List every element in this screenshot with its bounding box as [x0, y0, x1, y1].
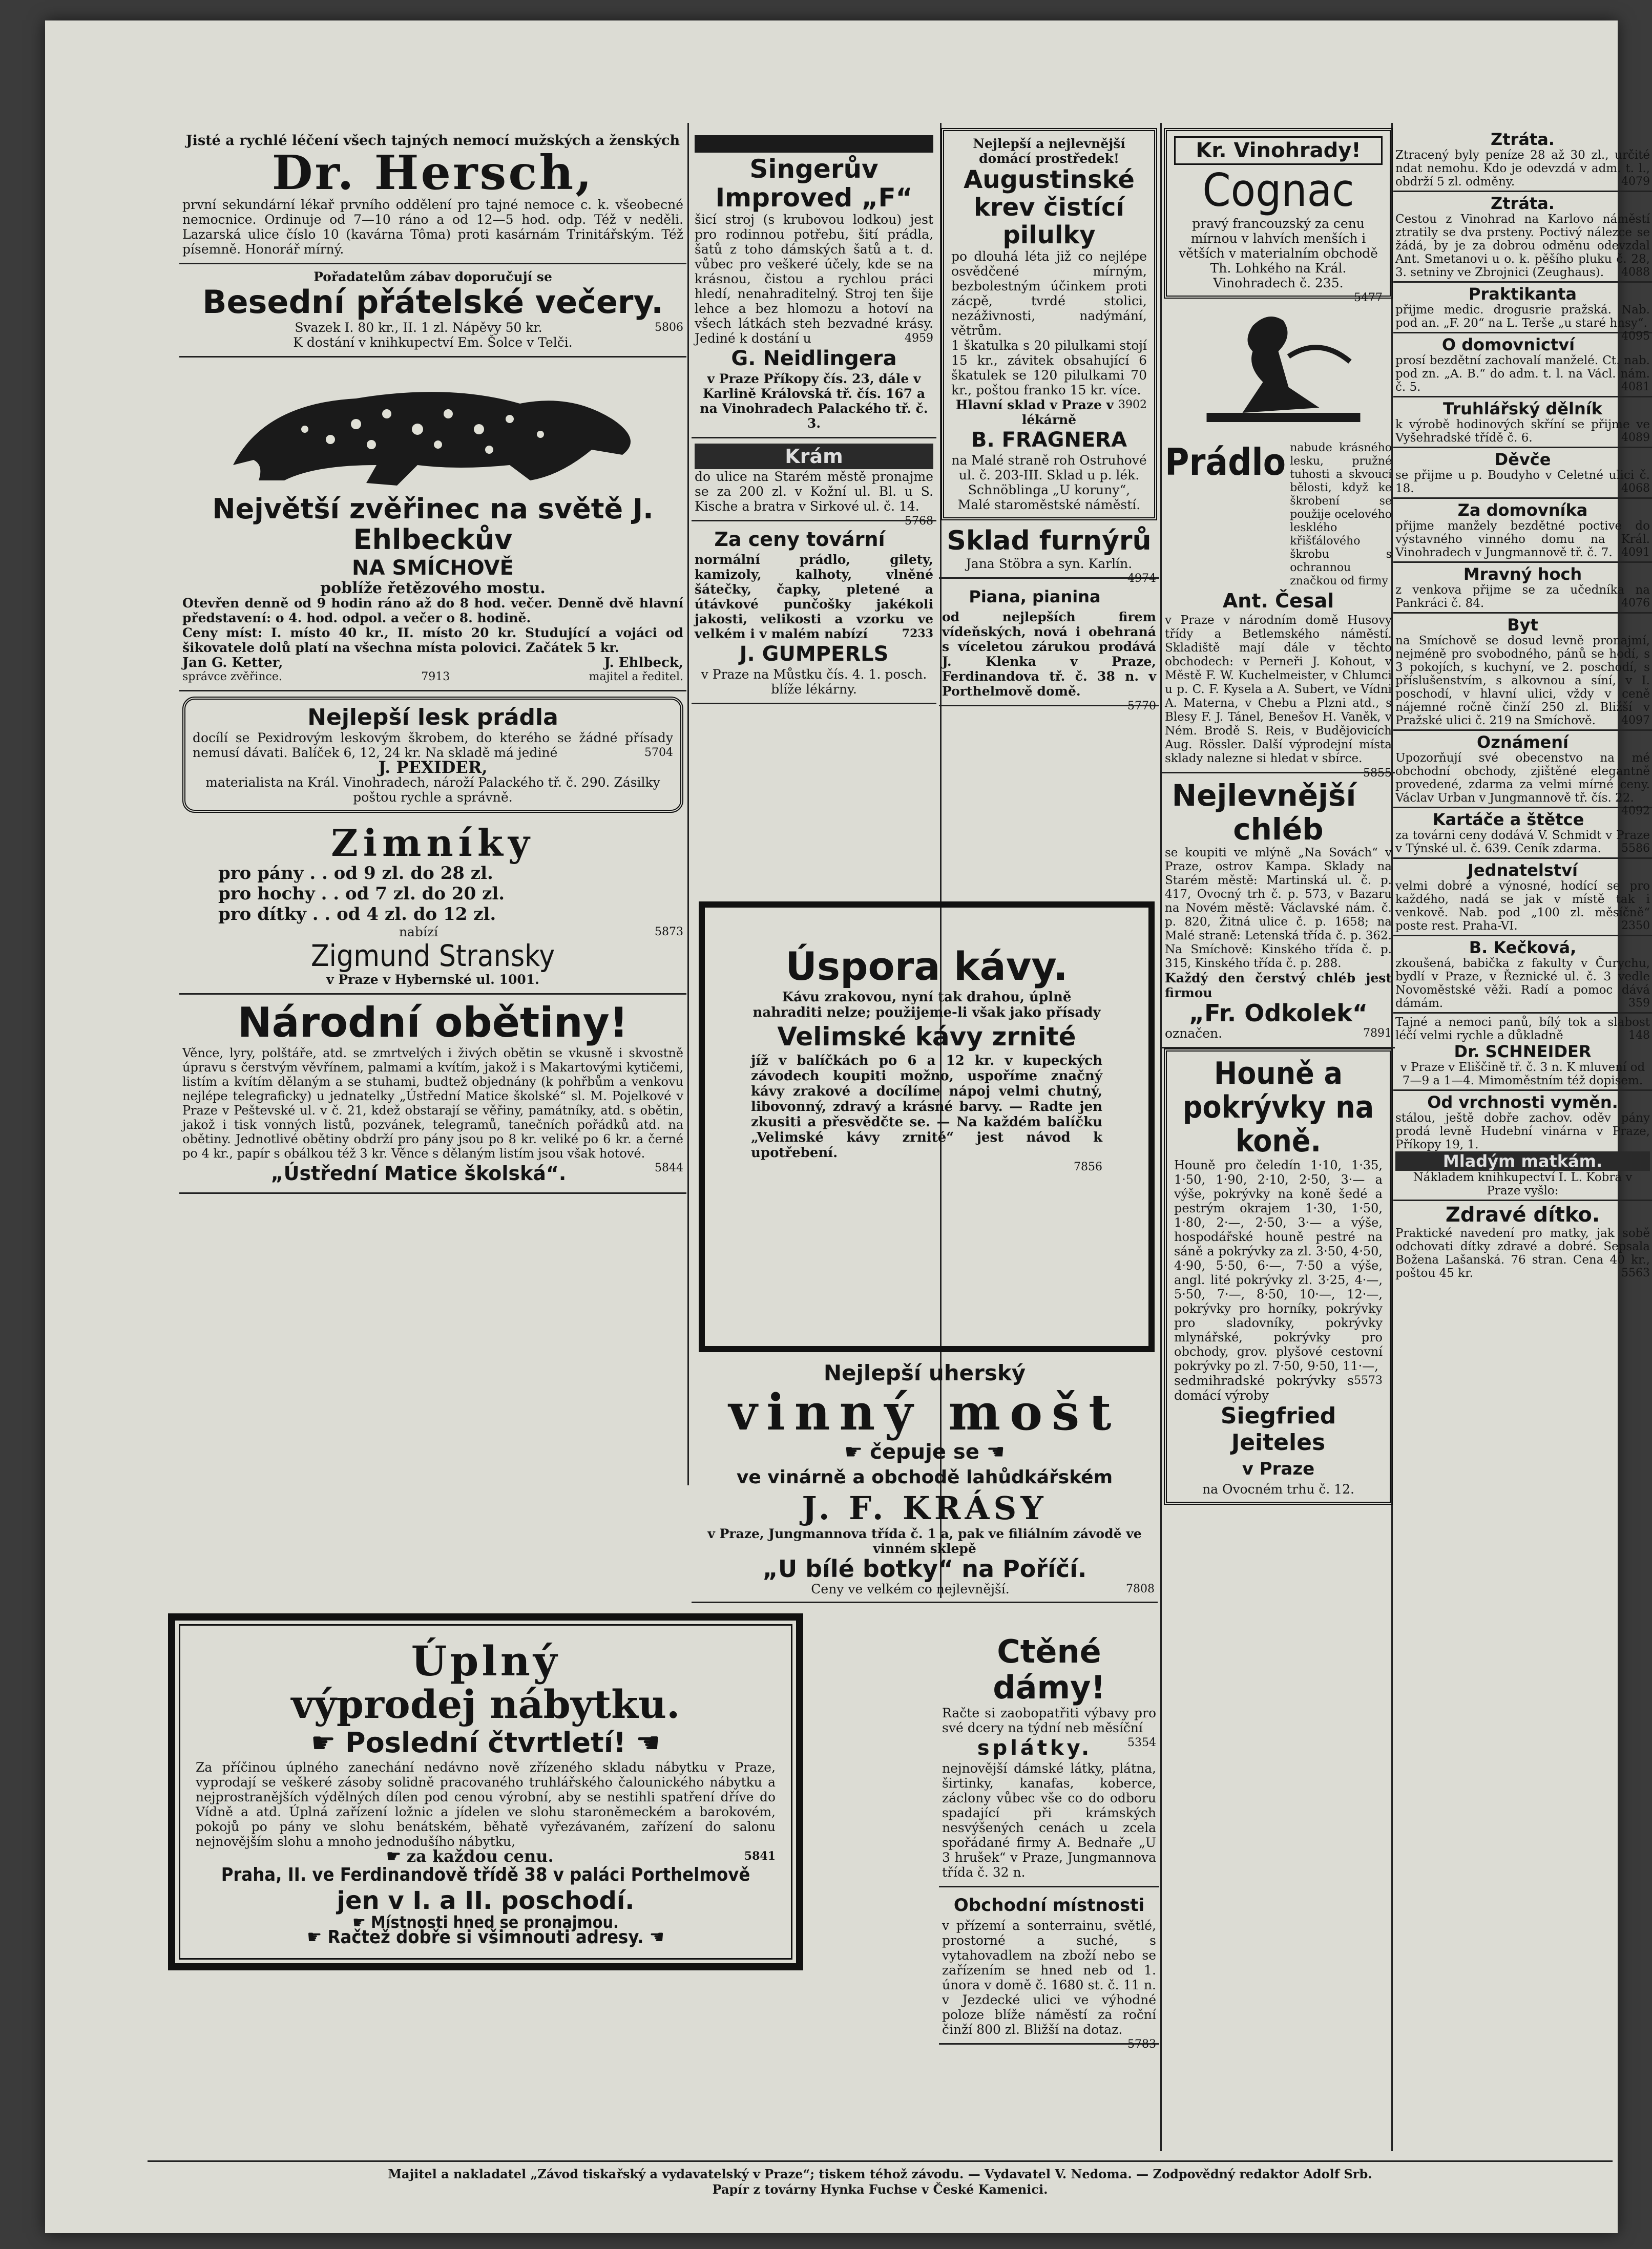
small-ad-title: Oznámení — [1477, 732, 1569, 752]
small-ad-title: Truhlářský dělník — [1443, 399, 1602, 418]
ad-number: 4091 — [1621, 546, 1650, 559]
ad-uspora-body2: jíž v balíčkách po 6 a 12 kr. v kupeckých závodech koupiti možno, uspoříme značný kávy zrakové a docílíme nápoj velmi chutný, libovonný, zdravý a krásné barvy. — Radte jen zkusiti a přesvědčte se. — Na každém balíčku „Velimské kávy zrnité“ jest návod k upotřebení. — [751, 1053, 1102, 1161]
ad-ceny-body-text: normální prádlo, gilety, kamizoly, kalhoty, vlněné šátečky, čapky, pletené a útávkové punčošky jakékoli jakosti, velikosti a vzorku ve velkém i v malém nabízí — [695, 552, 933, 641]
ad-most-cellar: „U bílé botky“ na Poříčí. — [762, 1555, 1087, 1583]
ad-number: 2350 — [1621, 919, 1650, 932]
ad-most-cepuje: ☛ čepuje se ☚ — [844, 1440, 1005, 1464]
ad-zimniky-row: pro dítky . . od 4 zl. do 12 zl. — [218, 904, 496, 924]
small-ad-body: zkoušená, babička z fakulty v Čurychu, bydlí v Praze, v Řeznické ul. č. 3 vedle Novoměstské věži. Radí a pomoc dává dámám. — [1395, 957, 1650, 1010]
ad-besedni — [179, 264, 686, 358]
ad-furnyr-body: Jana Stöbra a syn. Karlín. — [966, 556, 1133, 571]
ad-number: 148 — [1628, 1029, 1650, 1042]
small-ad-title: Za domovníka — [1457, 500, 1588, 520]
ad-most-top: Nejlepší uherský — [823, 1360, 1026, 1385]
ad-vymen — [1393, 1091, 1652, 1201]
ad-zverinec-body: Otevřen denně od 9 hodin ráno až do 8 hod. večer. Denně dvě hlavní představení: o 4. hod. odpol. a večer o 8. hodině. — [182, 596, 683, 625]
ad-hersch-top: Jisté a rychlé léčení všech tajných nemocí mužských a ženských — [185, 133, 680, 149]
ad-number: 3902 — [1118, 398, 1147, 411]
ad-domovnika — [1393, 499, 1652, 563]
ad-zverinec-signatures — [182, 655, 683, 670]
ad-houne-body: Houně pro čeledín 1·10, 1·35, 1·50, 1·90, 2·10, 2·50, 3·— a výše, pokrývky na koně šedé a pestrým okrajem 1·30, 1·50, 1·80, 2·—, 2·50, 3·— a výše, hospodářské houně pestré na sáně a pokrývky za zl. 3·50, 4·50, 4·90, 5·50, 6·—, 7·50 a výše, angl. lité pokrývky zl. 3·25, 4·—, 5·50, 7·—, 8·50, 10·—, 12·—, pokrývky pro horníky, pokrývky pro sladovníky, pokrývky mlynářské, pokrývky pro obchody, grov. plyšové cestovní pokrývky po zl. 7·50, 9·50, 11·—, — [1174, 1158, 1383, 1373]
ad-besedni-line1-text: Svazek I. 80 kr., II. 1 zl. Nápěvy 50 kr. — [295, 320, 542, 335]
ad-number: 5806 — [655, 321, 683, 334]
ad-number: 5563 — [1621, 1267, 1650, 1279]
ad-zverinec-sig2b: majitel a ředitel. — [589, 670, 683, 683]
ad-cognac-top: Kr. Vinohrady! — [1174, 136, 1383, 165]
ad-chleb-title: Nejlevnější chléb — [1172, 778, 1356, 847]
ad-zimniky-name: Zigmund Stransky — [310, 938, 555, 973]
ad-chleb — [1162, 773, 1395, 1048]
ad-zimniky-addr: v Praze v Hybernské ul. 1001. — [326, 972, 539, 987]
ad-zverinec-near: poblíže řetězového mostu. — [320, 579, 546, 597]
ad-besedni-line1 — [182, 320, 683, 335]
ad-jednatelstvi — [1393, 859, 1652, 936]
ad-pradlo-head — [1165, 442, 1392, 588]
ad-zverinec-title: Největší zvěřinec na světě J. Ehlbeckův — [212, 493, 654, 556]
ad-number: 5573 — [1354, 1374, 1383, 1387]
ad-number: 7891 — [1363, 1027, 1392, 1040]
ad-most-name: J. F. KRÁSY — [802, 1489, 1048, 1527]
ad-praktikant — [1393, 283, 1652, 343]
ad-chleb-body: se koupiti ve mlýně „Na Sovách“ v Praze, ostrov Kampa. Sklady na Starém městě: Martinská ul. č. p. 417, Ovocný trh č. p. 573, v Bazaru na Novém městě: Václavské nám. č. p. 820, Žitná ulice č. p. 1658; na Malé straně: Letenská třída č. p. 362. Na Smíchově: Kinského třída č. p. 315, Kinského třída č. p. 288. — [1165, 846, 1392, 970]
ad-pradlo-title: Prádlo — [1165, 440, 1286, 484]
ad-kram — [692, 438, 936, 528]
small-ad-body: přijme medic. drogusrie pražská. Nab. pod an. „F. 20“ na L. Terše „u staré hnsy“. — [1395, 303, 1650, 330]
small-ad-body: Tajné a nemoci panů, bílý tok a slabost léčí velmi rychle a důkladně — [1395, 1016, 1650, 1042]
ad-piana-body: od nejlepších firem vídeňských, nová i obehraná s víceletou zárukou prodává J. Klenka v Praze, Ferdinandova tř. č. 38 n. v Porthelmově domě. — [942, 609, 1156, 699]
small-ad-body: se přijme u p. Boudyho v Celetné ulici č. 18. — [1395, 469, 1650, 495]
ad-zdrave-ditko — [1393, 1201, 1652, 1282]
ad-singer-body-text: šicí stroj (s krubovou lodkou) jest pro rodinnou potřebu, šití prádla, šatů z toho dámských šatů a t. d. vůbec pro veškeré účely, kde se na krásnou, čistou a rychlou práci hledí, nenahraditelný. Stroj ten šije lehce a bez hlomozu a hotoví na všech látkách steh bezvadné krásy. Jediné k dostání u — [695, 212, 933, 346]
ad-number: 4076 — [1621, 597, 1650, 609]
column-2 — [692, 128, 936, 704]
ad-singer-addr: v Praze Příkopy čís. 23, dále v Karlině Královská tř. čís. 167 a na Vinohradech Palackého tř. č. 3. — [700, 371, 928, 431]
ad-singer — [692, 128, 936, 438]
small-ad-title: O domovnictví — [1441, 335, 1575, 354]
ad-lesk-addr: materialista na Král. Vinohradech, nároží Palackého tř. č. 290. Zásilky poštou rychle a správně. — [205, 775, 660, 805]
ad-damy-title: Ctěné dámy! — [993, 1633, 1105, 1706]
ad-number: 7913 — [421, 670, 450, 683]
column-1 — [179, 128, 686, 1194]
ad-kram-body: do ulice na Starém městě pronajme se za 200 zl. v Kožní ul. Bl. u S. Kische a bratra v Sirkové ul. č. 14. — [695, 469, 933, 514]
ad-vyprodej-mist-text: Místnosti hned se pronajmou. — [370, 1912, 619, 1932]
column-3 — [939, 128, 1159, 713]
ad-besedni-top: Pořadatelům zábav doporučují se — [313, 269, 552, 284]
ad-ztrata-1 — [1393, 128, 1652, 192]
ad-devce — [1393, 448, 1652, 499]
ad-number: 359 — [1628, 997, 1650, 1010]
ad-obetiny — [179, 995, 686, 1194]
ad-vyprodej-addr: Praha, II. ve Ferdinandově třídě 38 v paláci Porthelmově — [221, 1864, 750, 1885]
ad-number: 5768 — [905, 515, 933, 528]
ad-hersch-body: první sekundární lékař prvního oddělení pro tajné nemoce c. k. všeobecné nemocnice. Ordinuje od 7—10 ráno a od 12—5 hod. odp. Též v neděli. Lazarská ulice číslo 10 (kavárna Tôma) proti kasárnám Trinitářským. Též písemně. Honorář mírný. — [182, 197, 683, 257]
ad-chleb-oznac — [1165, 1026, 1392, 1041]
ad-besedni-line2: K dostání v knihkupectví Em. Šolce v Telči. — [293, 335, 573, 350]
ad-zverinec-sub: NA SMÍCHOVĚ — [352, 556, 514, 580]
ad-keckova — [1393, 936, 1652, 1014]
ad-zimniky-row: pro pány . . od 9 zl. do 28 zl. — [218, 863, 493, 884]
small-ad-body: Praktické navedení pro matky, jak sobě odchovati dítky zdravé a dobré. Sepsala Božena Lašanská. 76 stran. Cena 40 kr., poštou 45 kr. — [1395, 1227, 1650, 1280]
ad-singer-body — [695, 212, 933, 346]
ad-number: 4974 — [1127, 572, 1156, 585]
ad-kram-title: Krám — [695, 444, 933, 469]
ad-number: 4092 — [1621, 805, 1650, 817]
ad-chleb-oznac-text: označen. — [1165, 1026, 1223, 1041]
ad-augustinske — [941, 128, 1157, 520]
ad-uspora-title: Úspora kávy. — [785, 943, 1068, 989]
ad-pradlo — [1162, 299, 1395, 780]
ad-lesk-body — [193, 730, 673, 760]
ad-ceny-tovarni — [692, 521, 936, 704]
ad-obchodni-body: v přízemí a sonterrainu, světlé, prostorné a suché, s vytahovadlem na zboží nebo se zařízením se hned neb od 1. února v domě č. 1680 st. č. 11 n. v Jezdecké ulici ve výhodné poloze blíže náměstí za roční činží 800 zl. Bližší na dotaz. — [942, 1918, 1156, 2037]
ad-most-ceny-text: Ceny ve velkém co nejlevnější. — [811, 1582, 1010, 1596]
ad-vyprodej-l1: Úplný — [411, 1637, 560, 1685]
ad-ceny-addr: v Praze na Můstku čís. 4. 1. posch. blíže lékárny. — [701, 667, 927, 697]
ad-most-cepuje-text: čepuje se — [870, 1440, 979, 1464]
ad-furnyr — [939, 520, 1159, 585]
ad-zimniky-nabizi-text: nabízí — [399, 924, 438, 939]
ad-pradlo-side: nabude krásného lesku, pružné tuhosti a skvoucí bělosti, když ke škrobení se použije ocelového lesklého křišťálového škrobu s ochrannou značkou od firmy — [1290, 442, 1392, 587]
ad-obchodni — [939, 1887, 1159, 2051]
ad-number: 5704 — [644, 746, 673, 759]
ad-vyprodej-racte-text: Račtež dobře si všimnouti adresy. — [327, 1927, 644, 1948]
ad-obetiny-sig: „Ústřední Matice školská“. — [270, 1162, 567, 1185]
ad-number: 5855 — [1363, 767, 1392, 780]
ad-vyprodej-patro: jen v I. a II. poschodí. — [337, 1886, 635, 1915]
ad-number: 5477 — [1354, 291, 1383, 304]
small-ad-addr: v Praze v Eliščině tř. č. 3 n. K mluvení od 7—9 a 1—4. Mimoměstním též dopisem. — [1400, 1061, 1645, 1087]
ad-houne-addr: na Ovocném trhu č. 12. — [1202, 1482, 1354, 1497]
ad-aug-pack — [951, 338, 1147, 411]
ad-houne-name: Siegfried Jeiteles — [1220, 1403, 1336, 1456]
ad-aug-sklad: Hlavní sklad v Praze v lékárně — [955, 397, 1114, 427]
ad-aug-body: po dlouhá léta již co nejlépe osvědčené mírným, bezbolestným účinkem proti zácpě, tvrdé stolici, nezáživnosti, nadýmání, větrům. — [951, 249, 1147, 338]
ad-truhlarsky — [1393, 397, 1652, 448]
ad-chleb-name: „Fr. Odkolek“ — [1188, 999, 1368, 1027]
ad-uspora-body1: Kávu zrakovou, nyní tak drahou, úplně nahraditi nelze; použijeme-li však jako přísady — [752, 990, 1101, 1020]
ad-number: 5873 — [655, 926, 683, 938]
column-5 — [1393, 128, 1652, 1282]
column-3-lower — [939, 1629, 1159, 2052]
ad-uspora-name: Velimské kávy zrnité — [777, 1022, 1076, 1052]
ad-lesk-name: J. PEXIDER, — [378, 758, 488, 777]
ad-vyprodej-l3-text: Poslední čtvrtletí! — [345, 1727, 626, 1759]
ad-uspora — [699, 901, 1155, 1352]
ad-number: 4089 — [1621, 431, 1650, 444]
ad-most-body: ve vinárně a obchodě lahůdkářském — [736, 1467, 1113, 1488]
small-ad-title: Praktikanta — [1469, 284, 1577, 304]
ad-cognac-body: pravý francouzský za cenu mírnou v lahvích menších i větších v materialním obchodě Th. Lohkého na Král. Vinohradech č. 235. — [1179, 216, 1378, 290]
ad-furnyr-title: Sklad furnýrů — [947, 526, 1152, 556]
ad-lesk — [182, 697, 683, 813]
ad-number: 4081 — [1621, 381, 1650, 393]
ad-ceny-name: J. GUMPERLS — [739, 642, 889, 666]
ad-aug-addr: na Malé straně roh Ostruhové ul. č. 203-III. Sklad u p. lék. Schnöblinga „U koruny“, Malé staroměstské náměstí. — [951, 453, 1147, 512]
ad-most-ceny — [695, 1582, 1155, 1596]
ad-vyprodej-zakazdou-text: za každou cenu. — [406, 1846, 554, 1866]
ad-number: 4095 — [1621, 330, 1650, 343]
footer-rule — [148, 2160, 1613, 2162]
small-ad-title: Ztráta. — [1491, 130, 1555, 149]
ad-houne — [1164, 1048, 1393, 1505]
ad-domovnictvi — [1393, 333, 1652, 397]
ad-zverinec-sig1b: správce zvěřince. — [182, 670, 282, 683]
ad-zimniky-nabizi — [182, 924, 683, 939]
ad-cognac — [1164, 128, 1393, 304]
small-ad-body: k výrobě hodinových skříní se přijme ve Vyšehradské třídě č. 6. — [1395, 418, 1650, 445]
small-ad-body: stálou, ještě dobře zachov. oděv pány prodá levně Hudební vinárna v Praze, Příkopy 19, 1. — [1395, 1111, 1650, 1151]
ad-ztrata-2 — [1393, 192, 1652, 283]
small-ad-body: přijme manžely bezdětné poctivé do výstavného vinného domu na Král. Vinohradech v Jungmannově tř. č. 7. — [1395, 519, 1650, 559]
imprint — [148, 2167, 1613, 2197]
ad-zimniky-title: Zimníky — [331, 821, 535, 865]
ad-zverinec-sig2: J. Ehlbeck, — [604, 655, 683, 670]
column-4 — [1162, 128, 1395, 1505]
small-ad-title: B. Kečková, — [1469, 938, 1577, 957]
small-ad-body: Ztracený byly peníze 28 až 30 zl., určité ndat nemohu. Kdo je odevzdá v adm. t. l., obdrží 5 zl. odměny. — [1395, 149, 1650, 188]
ad-vyprodej-zakazdou: ☛ za každou cenu. 5841 — [386, 1846, 776, 1866]
small-ad-title: Kartáče a štětce — [1432, 810, 1584, 829]
ad-obetiny-title: Národní obětiny! — [237, 999, 629, 1046]
ad-hoch — [1393, 563, 1652, 614]
ad-vyprodej — [163, 1608, 808, 1975]
ad-number: 4079 — [1621, 175, 1650, 188]
small-ad-title: Jednatelství — [1467, 860, 1578, 880]
ad-most-addr: v Praze, Jungmannova třída č. 1 a, pak ve filiálním závodě ve vinném sklepě — [707, 1526, 1142, 1556]
ad-number: 5586 — [1621, 842, 1650, 855]
ad-zimniky-row: pro hochy . . od 7 zl. do 20 zl. — [218, 884, 505, 904]
ad-vyprodej-l3: ☛ Poslední čtvrtletí! ☚ — [310, 1727, 661, 1759]
ad-kartace — [1393, 808, 1652, 859]
ad-zimniky — [179, 818, 686, 995]
ad-damy-body2: nejnovější dámské látky, plátna, širtinky, kanafas, koberce, záclony vůbec vše co do odboru spadající při krámských nesvýšených cenách u zcela spořádané firmy A. Bednaře „U 3 hrušek“ v Praze, Jungmannova třída č. 32 n. — [942, 1761, 1156, 1880]
small-ad-body: Cestou z Vinohrad na Karlovo náměstí ztratily se dva prsteny. Poctivý nálezce se žádá, by je za dobrou odměnu odevzdal Ant. Smetanovi u o. k. pěšího pluku č. 28, 3. setniny ve Zbrojnici (Zeughaus). — [1395, 213, 1650, 279]
ad-singer-title: Singerův Improved „F“ — [715, 154, 913, 213]
ad-lesk-title: Nejlepší lesk prádla — [307, 704, 558, 730]
ad-most-title: vinný mošt — [728, 1383, 1121, 1441]
small-ad-body: Nákladem knihkupectví I. L. Kobra v Praze vyšlo: — [1413, 1171, 1633, 1197]
ad-damy-splatky: splátky. — [977, 1736, 1093, 1760]
ad-vyprodej-racte: ☛ Račtež dobře si všimnouti adresy. ☚ — [307, 1927, 664, 1948]
ad-singer-name: G. Neidlingera — [731, 347, 897, 370]
small-ad-body: z venkova přijme se za učedníka na Pankráci č. 84. — [1395, 583, 1650, 610]
ad-number: 4959 — [905, 332, 933, 345]
ad-obchodni-title: Obchodní místnosti — [953, 1895, 1145, 1916]
imprint-line-1: Majitel a nakladatel „Závod tiskařský a vydavatelský v Praze“; tiskem téhož závodu. — Vydavatel V. Nedoma. — Zodpovědný redaktor Adolf Srb. — [388, 2167, 1372, 2181]
ad-vyprodej-body: Za příčinou úplného zanechání nedávno nově zřízeného skladu nábytku v Praze, vyprodají se veškeré zásoby solidně pracovaného truhlářského čalounického nábytku a nejprostranějších výdělných dílen pod cenou výrobní, aby se nestihli spatření dříve do Vídně a atd. Úplná zařízení ložnic a jídelen ve slohu staroněmeckém a barokovém, pokojů po pány ve slohu benátském, běhatě vyřezávaném, zařízení do salonu nejnovějším slohu a mnoho jednodušího nábytku, — [196, 1760, 776, 1849]
ad-number: 4068 — [1621, 482, 1650, 495]
ad-number: 5770 — [1127, 700, 1156, 712]
pradlo-illustration — [1165, 305, 1392, 438]
ad-schneider — [1393, 1014, 1652, 1091]
small-ad-title: Mladým matkám. — [1395, 1151, 1650, 1171]
small-ad-title: Ztráta. — [1491, 194, 1555, 213]
small-ad-title: Mravný hoch — [1463, 564, 1582, 584]
ad-lesk-body-text: docílí se Pexidrovým leskovým škrobem, do kterého se žádné přísady nemusí dávati. Balíček 6, 12, 24 kr. Na skladě má jediné — [193, 730, 673, 760]
ad-houne-title: Houně a pokrývky na koně. — [1182, 1056, 1374, 1159]
ad-obetiny-body: Věnce, lyry, polštáře, atd. se zmrtvelých i živých obětin se vkusně i skvostně úpravu s čerstvým věvřínem, palmami a kvítím, jakož i s Makartovými kytičemi, listím a kvítím dělaným a se stuhami, budtež objednány (k pohřbům a venkovu nejlépe telegraficky) u jednatelky „Ústřední Matice školské“ sl. M. Pojelkové v Praze v Peštevské ul. v č. 21, kdež obstarají se věřiny, památníky, atd. s obětin, jakož i tisk vonných listů, pozvánek, telegramů, tanečních pořádků atd. na obětiny. Jednotlivé obětiny obdrží pro pány jsou po 8 kr. veliké po 6 kr. a černé po 4 kr., papír s obálkou též 3 kr. Věnce s dělaným listím jsou však hotové. — [182, 1046, 683, 1161]
leopard-illustration — [182, 363, 683, 491]
small-ad-title: Děvče — [1494, 450, 1551, 469]
ad-vyprodej-mist: ☛ Místnosti hned se pronajmou. — [352, 1912, 619, 1932]
column-rule — [687, 123, 689, 1485]
ad-zverinec — [179, 358, 686, 691]
ad-aug-top: Nejlepší a nejlevnější domácí prostředek! — [973, 136, 1125, 166]
ad-ceny-title: Za ceny tovární — [714, 528, 885, 551]
ad-zverinec-roles — [182, 670, 683, 684]
ad-pradlo-body: v Praze v národním domě Husovy třídy a Betlemského náměstí. Skladiště mají dále v těchto obchodech: v Perneři J. Kohout, v Městě F. W. Kuchelmeister, v Chlumci u p. C. F. Kysela a A. Subert, ve Vídni A. Materna, v Chebu a Plzni atd., s Blesy F. J. Tánel, Benešov H. Vaněk, v Ném. Brodě S. Reis, v Budějovicích Aug. Rössler. Další výprodejní místa sklady nalezne si hledat v sbírce. — [1165, 614, 1392, 765]
small-ad-title: Zdravé dítko. — [1445, 1203, 1600, 1227]
ad-number: 5841 — [744, 1849, 776, 1863]
small-ad-body: za továrni ceny dodává V. Schmidt v Praze v Týnské ul. č. 639. Ceník zdarma. — [1395, 829, 1650, 855]
ad-oznameni — [1393, 731, 1652, 817]
ad-piana-title: Piana, pianina — [969, 587, 1101, 606]
ad-piana — [939, 579, 1159, 712]
small-ad-body: na Smíchově se dosud levně pronajmí, nejméně pro svobodného, pánů se hodí, s 3 pokojích, s kuchyní, ve 2. poschodí, s příslušenstvím, s alkovnou a síní, v I. poschodí, v hlavní ulici, vždy v ceně nájemné ročně činží 250 zl. Bližší v Pražské ulici č. 219 na Smíchově. — [1395, 634, 1650, 727]
small-ad-body: Upozorňují své obecenstvo na mé obchodní obchody, zjištěné elegantně provedené, zdarma za velmi mírné ceny. Václav Urban v Jungmannově tř. čís. 22. — [1395, 751, 1650, 805]
small-ad-title: Od vrchnosti vyměn. — [1427, 1092, 1618, 1112]
small-ad-title: Dr. SCHNEIDER — [1454, 1042, 1592, 1061]
ad-besedni-title: Besední přátelské večery. — [202, 283, 663, 321]
ad-vyprodej-l2: výprodej nábytku. — [291, 1682, 680, 1727]
decorative-bar — [695, 135, 933, 153]
ad-houne-city: v Praze — [1242, 1459, 1315, 1479]
ad-damy — [939, 1629, 1159, 1887]
ad-zimniky-prices — [182, 863, 683, 924]
ad-aug-pack-text: 1 škatulka s 20 pilulkami stojí 15 kr., závitek obsahující 6 škatulek se 120 pilulkami 70 kr., poštou franko 15 kr. více. — [951, 338, 1147, 397]
ad-number: 4097 — [1621, 714, 1650, 727]
ad-number: 7233 — [902, 627, 933, 640]
ad-number: 5354 — [1127, 1736, 1156, 1749]
small-ad-title: Byt — [1507, 615, 1538, 635]
ad-houne-body2: sedmihradské pokrývky s domácí výroby — [1174, 1373, 1354, 1403]
ad-number: 5783 — [1127, 2038, 1156, 2051]
imprint-line-2: Papír z továrny Hynka Fuchse v České Kamenici. — [712, 2182, 1048, 2197]
ad-zverinec-prices: Ceny míst: I. místo 40 kr., II. místo 20 kr. Studující a vojáci od šikovatele dolů platí na všechna místa polovici. Začátek 5 kr. — [182, 625, 683, 655]
ad-damy-body1-text: Račte si zaobopatřiti výbavy pro své dcery na týdní neb měsíční — [942, 1706, 1156, 1735]
ad-hersch-name: Dr. Hersch, — [271, 145, 594, 200]
ad-number: 7808 — [1126, 1583, 1155, 1595]
ad-cognac-title: Cognac — [1202, 164, 1354, 217]
ad-number: 5844 — [655, 1162, 683, 1174]
small-ad-body: velmi dobré a výnosné, hodící se pro každého, nadá se jak v místě tak i venkově. Nab. pod „100 zl. měsíčně“ poste rest. Praha-VI. — [1395, 879, 1650, 933]
ad-hersch — [179, 128, 686, 264]
ad-pradlo-name: Ant. Česal — [1222, 590, 1334, 612]
newspaper-page — [45, 20, 1650, 2233]
ad-aug-title: Augustinské krev čistící pilulky — [964, 165, 1135, 249]
ad-chleb-denne: Každý den čerstvý chléb jest firmou — [1165, 971, 1392, 1000]
ad-aug-name: B. FRAGNERA — [971, 428, 1127, 452]
ad-byt — [1393, 614, 1652, 731]
ad-zverinec-sig1: Jan G. Ketter, — [182, 655, 283, 670]
ad-most — [692, 1357, 1158, 1603]
small-ad-body: prosí bezdětní zachovalí manželé. Ct. nab. pod zn. „A. B.“ do adm. t. l. na Václ. nám. č. 5. — [1395, 354, 1650, 394]
ad-number: 4088 — [1621, 266, 1650, 279]
ad-number: 7856 — [1074, 1161, 1102, 1173]
ad-ceny-body — [695, 552, 933, 641]
